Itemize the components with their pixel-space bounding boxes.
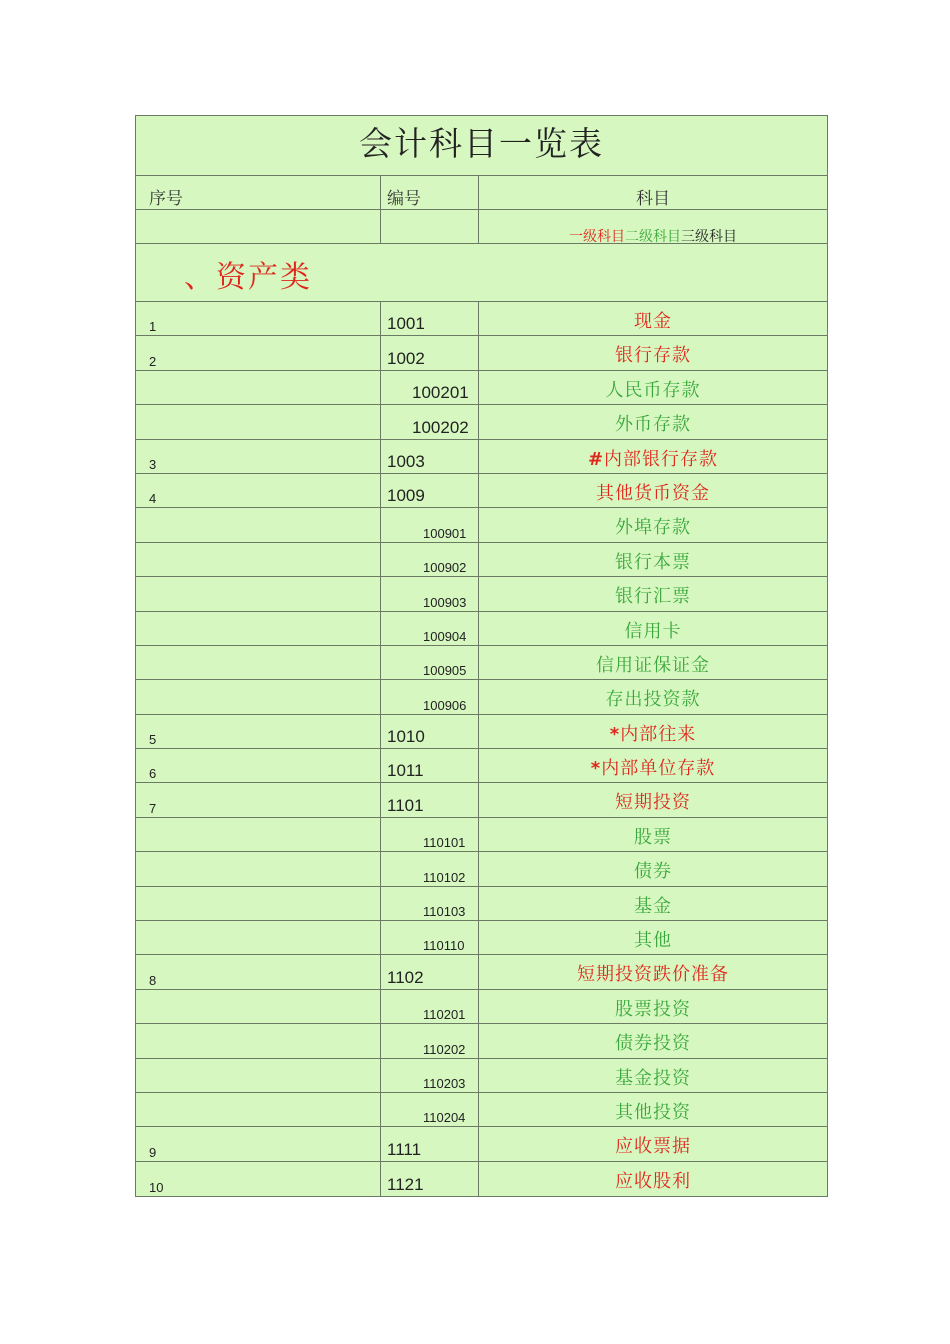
row-marker: * [609, 723, 621, 745]
row-marker: * [590, 758, 602, 780]
row-subject [479, 1064, 827, 1090]
row-code: 1009 [387, 486, 425, 506]
row-seq: 5 [149, 732, 157, 748]
category-row [136, 244, 827, 302]
header-row [136, 176, 827, 210]
table-row [136, 715, 827, 749]
row-code: 1010 [387, 727, 425, 747]
row-code: 110101 [423, 835, 466, 851]
row-seq: 6 [149, 766, 157, 782]
table-row [136, 371, 827, 405]
table-row [136, 508, 827, 542]
table-row [136, 1162, 827, 1196]
table-row [136, 783, 827, 817]
level1-label: 一级科目 [569, 229, 625, 245]
row-code: 110102 [423, 869, 466, 885]
row-subject-text: 外埠存款 [615, 517, 691, 539]
row-code: 100901 [423, 525, 467, 541]
row-code: 110103 [423, 904, 466, 920]
table-row [136, 1093, 827, 1127]
row-subject-text: 短期投资 [615, 792, 691, 814]
row-subject [479, 651, 827, 677]
table-row [136, 955, 827, 989]
row-subject-text: 债券投资 [615, 1033, 691, 1055]
row-code: 110203 [423, 1075, 466, 1091]
table-row [136, 577, 827, 611]
row-subject [479, 410, 827, 436]
row-subject [479, 617, 827, 643]
row-subject-text: 银行本票 [615, 551, 691, 573]
row-subject [479, 582, 827, 608]
row-subject-text: 信用证保证金 [596, 654, 710, 676]
row-subject-text: 信用卡 [624, 620, 682, 642]
row-subject-text: 内部银行存款 [604, 448, 719, 470]
row-code: 100201 [412, 383, 469, 403]
row-seq: 2 [149, 353, 157, 369]
row-subject [479, 445, 827, 471]
row-subject [479, 1167, 827, 1193]
row-subject [479, 754, 827, 780]
row-seq: 9 [149, 1144, 157, 1160]
row-subject-text: 人民币存款 [605, 379, 701, 401]
row-code: 1001 [387, 314, 425, 334]
row-code: 100904 [423, 628, 467, 644]
table-row [136, 646, 827, 680]
row-subject-text: 现金 [634, 311, 672, 332]
row-code: 100906 [423, 697, 467, 713]
row-seq: 7 [149, 800, 157, 816]
header-seq: 序号 [149, 189, 183, 209]
row-subject [479, 376, 827, 402]
row-subject-text: 其他投资 [615, 1101, 691, 1123]
row-subject [479, 307, 827, 333]
row-subject-text: 基金投资 [615, 1067, 691, 1089]
level2-label: 二级科目 [625, 229, 681, 245]
row-seq: 10 [149, 1180, 164, 1196]
row-code: 1101 [387, 795, 424, 815]
table-row [136, 612, 827, 646]
row-subject-text: 其他货币资金 [596, 482, 710, 504]
row-seq: 1 [149, 319, 157, 335]
row-subject-text: 内部往来 [620, 723, 697, 745]
page-title: 会计科目一览表 [136, 116, 827, 176]
row-subject [479, 548, 827, 574]
row-subject [479, 341, 827, 367]
table-row [136, 1127, 827, 1161]
table-row [136, 474, 827, 508]
row-code: 100202 [412, 417, 469, 437]
row-seq: 4 [149, 491, 157, 507]
table-row [136, 543, 827, 577]
row-subject [479, 479, 827, 505]
row-subject [479, 1098, 827, 1124]
row-subject [479, 685, 827, 711]
table-row [136, 440, 827, 474]
row-subject [479, 823, 827, 849]
row-subject [479, 1132, 827, 1158]
row-subject-text: 银行存款 [615, 345, 691, 367]
table-row [136, 680, 827, 714]
row-seq: 8 [149, 972, 157, 988]
row-subject-text: 基金 [634, 895, 672, 917]
row-subject [479, 513, 827, 539]
level-legend-row [136, 210, 827, 244]
row-subject-text: 应收股利 [615, 1170, 691, 1192]
table-row [136, 336, 827, 370]
table-row [136, 1059, 827, 1093]
header-code: 编号 [387, 189, 421, 209]
row-code: 110110 [423, 938, 465, 954]
row-code: 1121 [387, 1175, 424, 1195]
row-code: 100902 [423, 560, 467, 576]
table-row [136, 749, 827, 783]
row-subject [479, 720, 827, 746]
row-code: 1111 [387, 1139, 422, 1159]
row-code: 1002 [387, 348, 425, 368]
row-code: 110201 [423, 1007, 466, 1023]
row-code: 100903 [423, 594, 467, 610]
level3-label: 三级科目 [681, 229, 737, 245]
row-marker: # [587, 448, 605, 470]
table-row [136, 852, 827, 886]
row-subject-text: 股票 [634, 826, 672, 848]
row-subject-text: 短期投资跌价准备 [577, 964, 729, 986]
row-code: 110204 [423, 1110, 466, 1126]
row-subject [479, 857, 827, 883]
row-subject [479, 995, 827, 1021]
row-subject-text: 存出投资款 [605, 689, 701, 711]
account-table [135, 115, 828, 1197]
row-subject-text: 其他 [634, 930, 672, 952]
row-subject-text: 外币存款 [615, 414, 691, 436]
table-row [136, 990, 827, 1024]
row-subject [479, 926, 827, 952]
row-subject [479, 960, 827, 986]
row-code: 110202 [423, 1041, 466, 1057]
table-row [136, 887, 827, 921]
row-subject [479, 1029, 827, 1055]
table-row [136, 302, 827, 336]
row-subject [479, 788, 827, 814]
table-row [136, 921, 827, 955]
row-code: 1102 [387, 967, 424, 987]
row-code: 1011 [387, 761, 424, 781]
row-seq: 3 [149, 456, 157, 472]
category-title: 、资产类 [184, 260, 312, 295]
header-subject: 科目 [636, 189, 670, 209]
row-subject-text: 内部单位存款 [601, 758, 716, 780]
table-row [136, 405, 827, 439]
row-subject-text: 银行汇票 [615, 586, 691, 608]
row-code: 1003 [387, 451, 425, 471]
row-subject [479, 892, 827, 918]
table-row [136, 1024, 827, 1058]
table-body [136, 302, 827, 1196]
row-subject-text: 应收票据 [615, 1136, 691, 1158]
row-subject-text: 债券 [634, 861, 672, 883]
row-code: 100905 [423, 663, 467, 679]
table-row [136, 818, 827, 852]
row-subject-text: 股票投资 [615, 998, 691, 1020]
